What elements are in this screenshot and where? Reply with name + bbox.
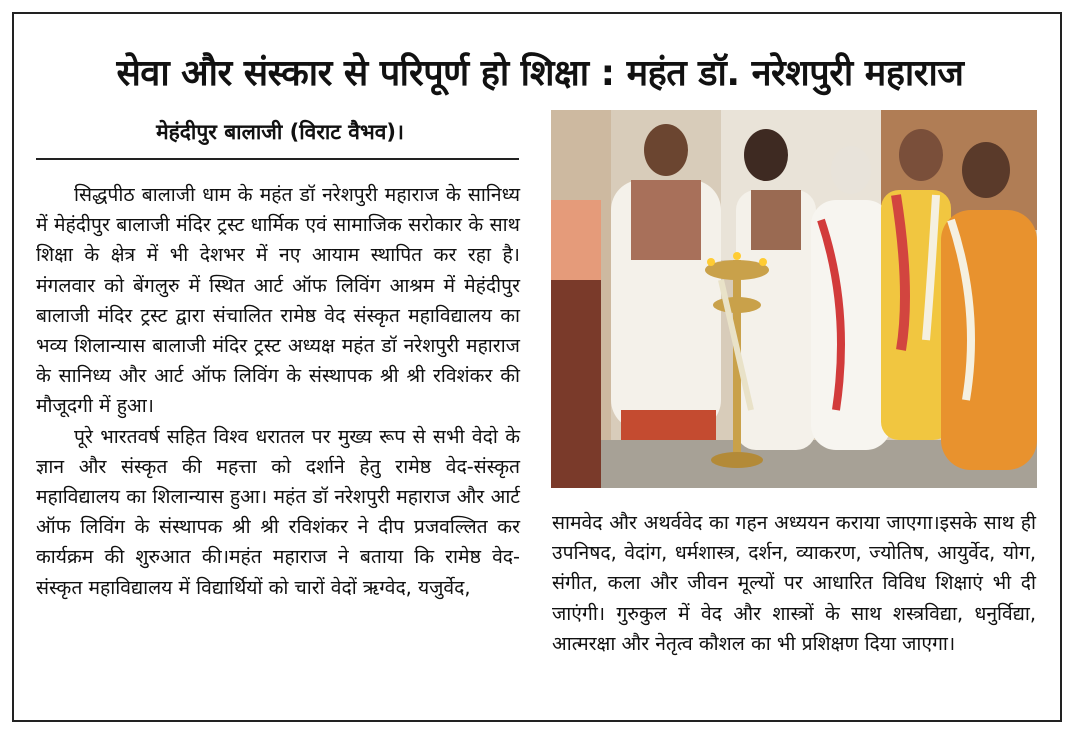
left-column bbox=[36, 180, 520, 603]
paragraph: पूरे भारतवर्ष सहित विश्व धरातल पर मुख्य रूप से सभी वेदो के ज्ञान और संस्कृत की महत्ता को दर्शाने हेतु रामेष्ठ वेद-संस्कृत महाविद्यालय का शिलान्यास हुआ। महंत डॉ नरेशपुरी महाराज और आर्ट ऑफ लिविंग के संस्थापक श्री श्री रविशंकर ने दीप प्रजवल्लित कर कार्यक्रम की शुरुआत की।महंत महाराज ने बताया कि रामेष्ठ वेद-संस्कृत महाविद्यालय में विद्यार्थियों को चारों वेदों ऋग्वेद, यजुर्वेद, bbox=[36, 424, 520, 599]
paragraph: सामवेद और अथर्ववेद का गहन अध्ययन कराया जाएगा।इसके साथ ही उपनिषद, वेदांग, धर्मशास्त्र, दर्शन, व्याकरण, ज्योतिष, आयुर्वेद, योग, संगीत, कला और जीवन मूल्यों पर आधारित विविध शिक्षाएं भी दी जाएंगी। गुरुकुल में वेद और शास्त्रों के साथ शस्त्रविद्या, धनुर्विद्या, आत्मरक्षा और नेतृत्व कौशल का भी प्रशिक्षण दिया जाएगा। bbox=[552, 511, 1036, 655]
headline: सेवा और संस्कार से परिपूर्ण हो शिक्षा : महंत डॉ. नरेशपुरी महाराज bbox=[116, 53, 964, 94]
dateline-divider bbox=[36, 158, 519, 160]
dateline: मेहंदीपुर बालाजी (विराट वैभव)। bbox=[156, 120, 404, 144]
right-column bbox=[552, 508, 1036, 659]
paragraph: सिद्धपीठ बालाजी धाम के महंत डॉ नरेशपुरी महाराज के सानिध्य में मेहंदीपुर बालाजी मंदिर ट्रस्ट धार्मिक एवं सामाजिक सरोकार के साथ शिक्षा के क्षेत्र में भी देशभर में नए आयाम स्थापित कर रहा है। मंगलवार को बेंगलुरु में स्थित आर्ट ऑफ लिविंग आश्रम में मेहंदीपुर बालाजी मंदिर ट्रस्ट द्वारा संचालित रामेष्ठ वेद संस्कृत महाविद्यालय का भव्य शिलान्यास बालाजी मंदिर ट्रस्ट अध्यक्ष महंत डॉ नरेशपुरी महाराज के सानिध्य और आर्ट ऑफ लिविंग के संस्थापक श्री श्री रविशंकर की मौजूदगी में हुआ। bbox=[36, 183, 520, 418]
ceremony-photo bbox=[551, 110, 1037, 488]
ceremony-photo-illustration bbox=[551, 110, 1037, 488]
